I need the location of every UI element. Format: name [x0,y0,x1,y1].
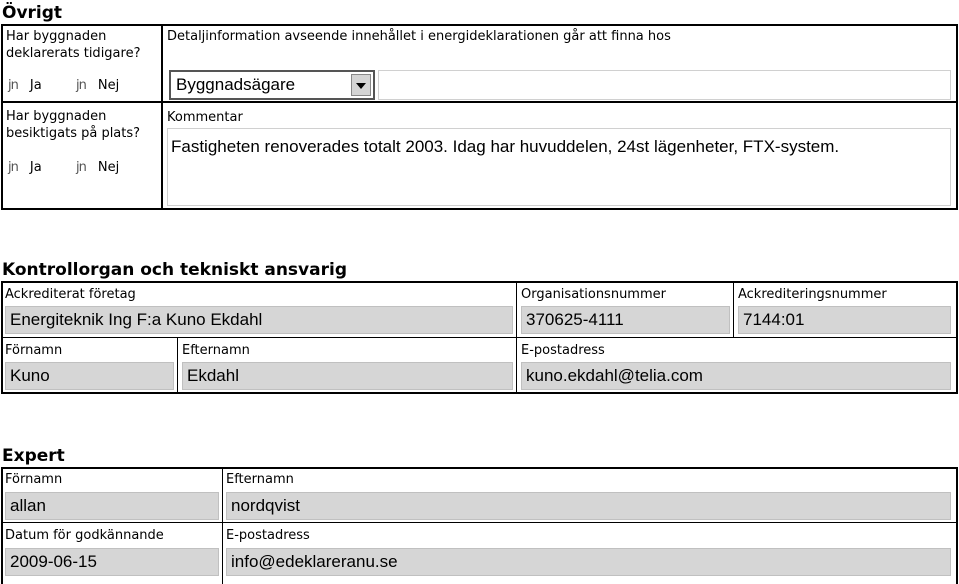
orgnr-label: Organisationsnummer [521,287,666,302]
ackr-field[interactable] [738,306,951,334]
chevron-down-icon[interactable] [351,74,371,96]
expert-first-name-field[interactable] [5,492,219,520]
radio-label-yes: Ja [29,160,42,175]
expert-email-value: info@edeklareranu.se [231,552,398,571]
orgnr-field[interactable] [521,306,730,334]
radio-label-no: Nej [97,160,120,175]
orgnr-value: 370625-4111 [526,310,624,329]
comment-text: Fastigheten renoverades totalt 2003. Idag har huvuddelen, 24st lägenheter, FTX-system. [171,137,840,156]
email-field[interactable] [521,362,951,390]
ovrigt-title: Övrigt [2,3,63,23]
first-name-value: Kuno [10,366,50,385]
company-value: Energiteknik Ing F:a Kuno Ekdahl [10,310,263,329]
approval-date-label: Datum för godkännande [5,528,164,543]
last-name-field[interactable] [182,362,513,390]
radio-icon: jn [8,78,18,93]
ackr-value: 7144:01 [743,310,805,329]
radio-icon: jn [76,78,86,93]
expert-email-field[interactable] [226,548,951,576]
ackr-label: Ackrediteringsnummer [738,287,887,302]
expert-first-name-value: allan [10,496,46,515]
comment-field[interactable] [167,128,951,206]
expert-last-name-label: Efternamn [226,472,294,487]
radio-inspected-yes[interactable] [8,160,42,175]
first-name-label: Förnamn [5,343,63,358]
expert-last-name-field[interactable] [226,492,951,520]
company-field[interactable] [5,306,513,334]
comment-label: Kommentar [167,110,243,125]
detail-info-label: Detaljinformation avseende innehållet i energideklarationen går att finna hos [167,29,671,44]
expert-last-name-value: nordqvist [231,496,300,515]
approval-date-value: 2009-06-15 [10,552,97,571]
radio-icon: jn [8,160,18,175]
radio-icon: jn [76,160,86,175]
last-name-value: Ekdahl [187,366,239,385]
radio-declared-yes[interactable] [8,78,42,93]
kontroll-title: Kontrollorgan och tekniskt ansvarig [2,260,347,280]
radio-label-no: Nej [97,78,120,93]
radio-declared-no[interactable] [76,78,119,93]
detail-info-select[interactable] [169,70,375,100]
last-name-label: Efternamn [182,343,250,358]
first-name-field[interactable] [5,362,174,390]
email-value: kuno.ekdahl@telia.com [526,366,703,385]
radio-label-yes: Ja [29,78,42,93]
expert-title: Expert [2,446,65,466]
detail-info-select-value: Byggnadsägare [176,75,296,94]
question-declared-before: Har byggnaden deklarerats tidigare? [6,29,141,61]
expert-first-name-label: Förnamn [5,472,63,487]
approval-date-field[interactable] [5,548,219,576]
expert-email-label: E-postadress [226,528,310,543]
email-label: E-postadress [521,343,605,358]
question-inspected-on-site: Har byggnaden besiktigats på plats? [6,109,141,141]
detail-info-extra-field[interactable] [378,70,951,100]
company-label: Ackrediterat företag [5,287,136,302]
radio-inspected-no[interactable] [76,160,119,175]
